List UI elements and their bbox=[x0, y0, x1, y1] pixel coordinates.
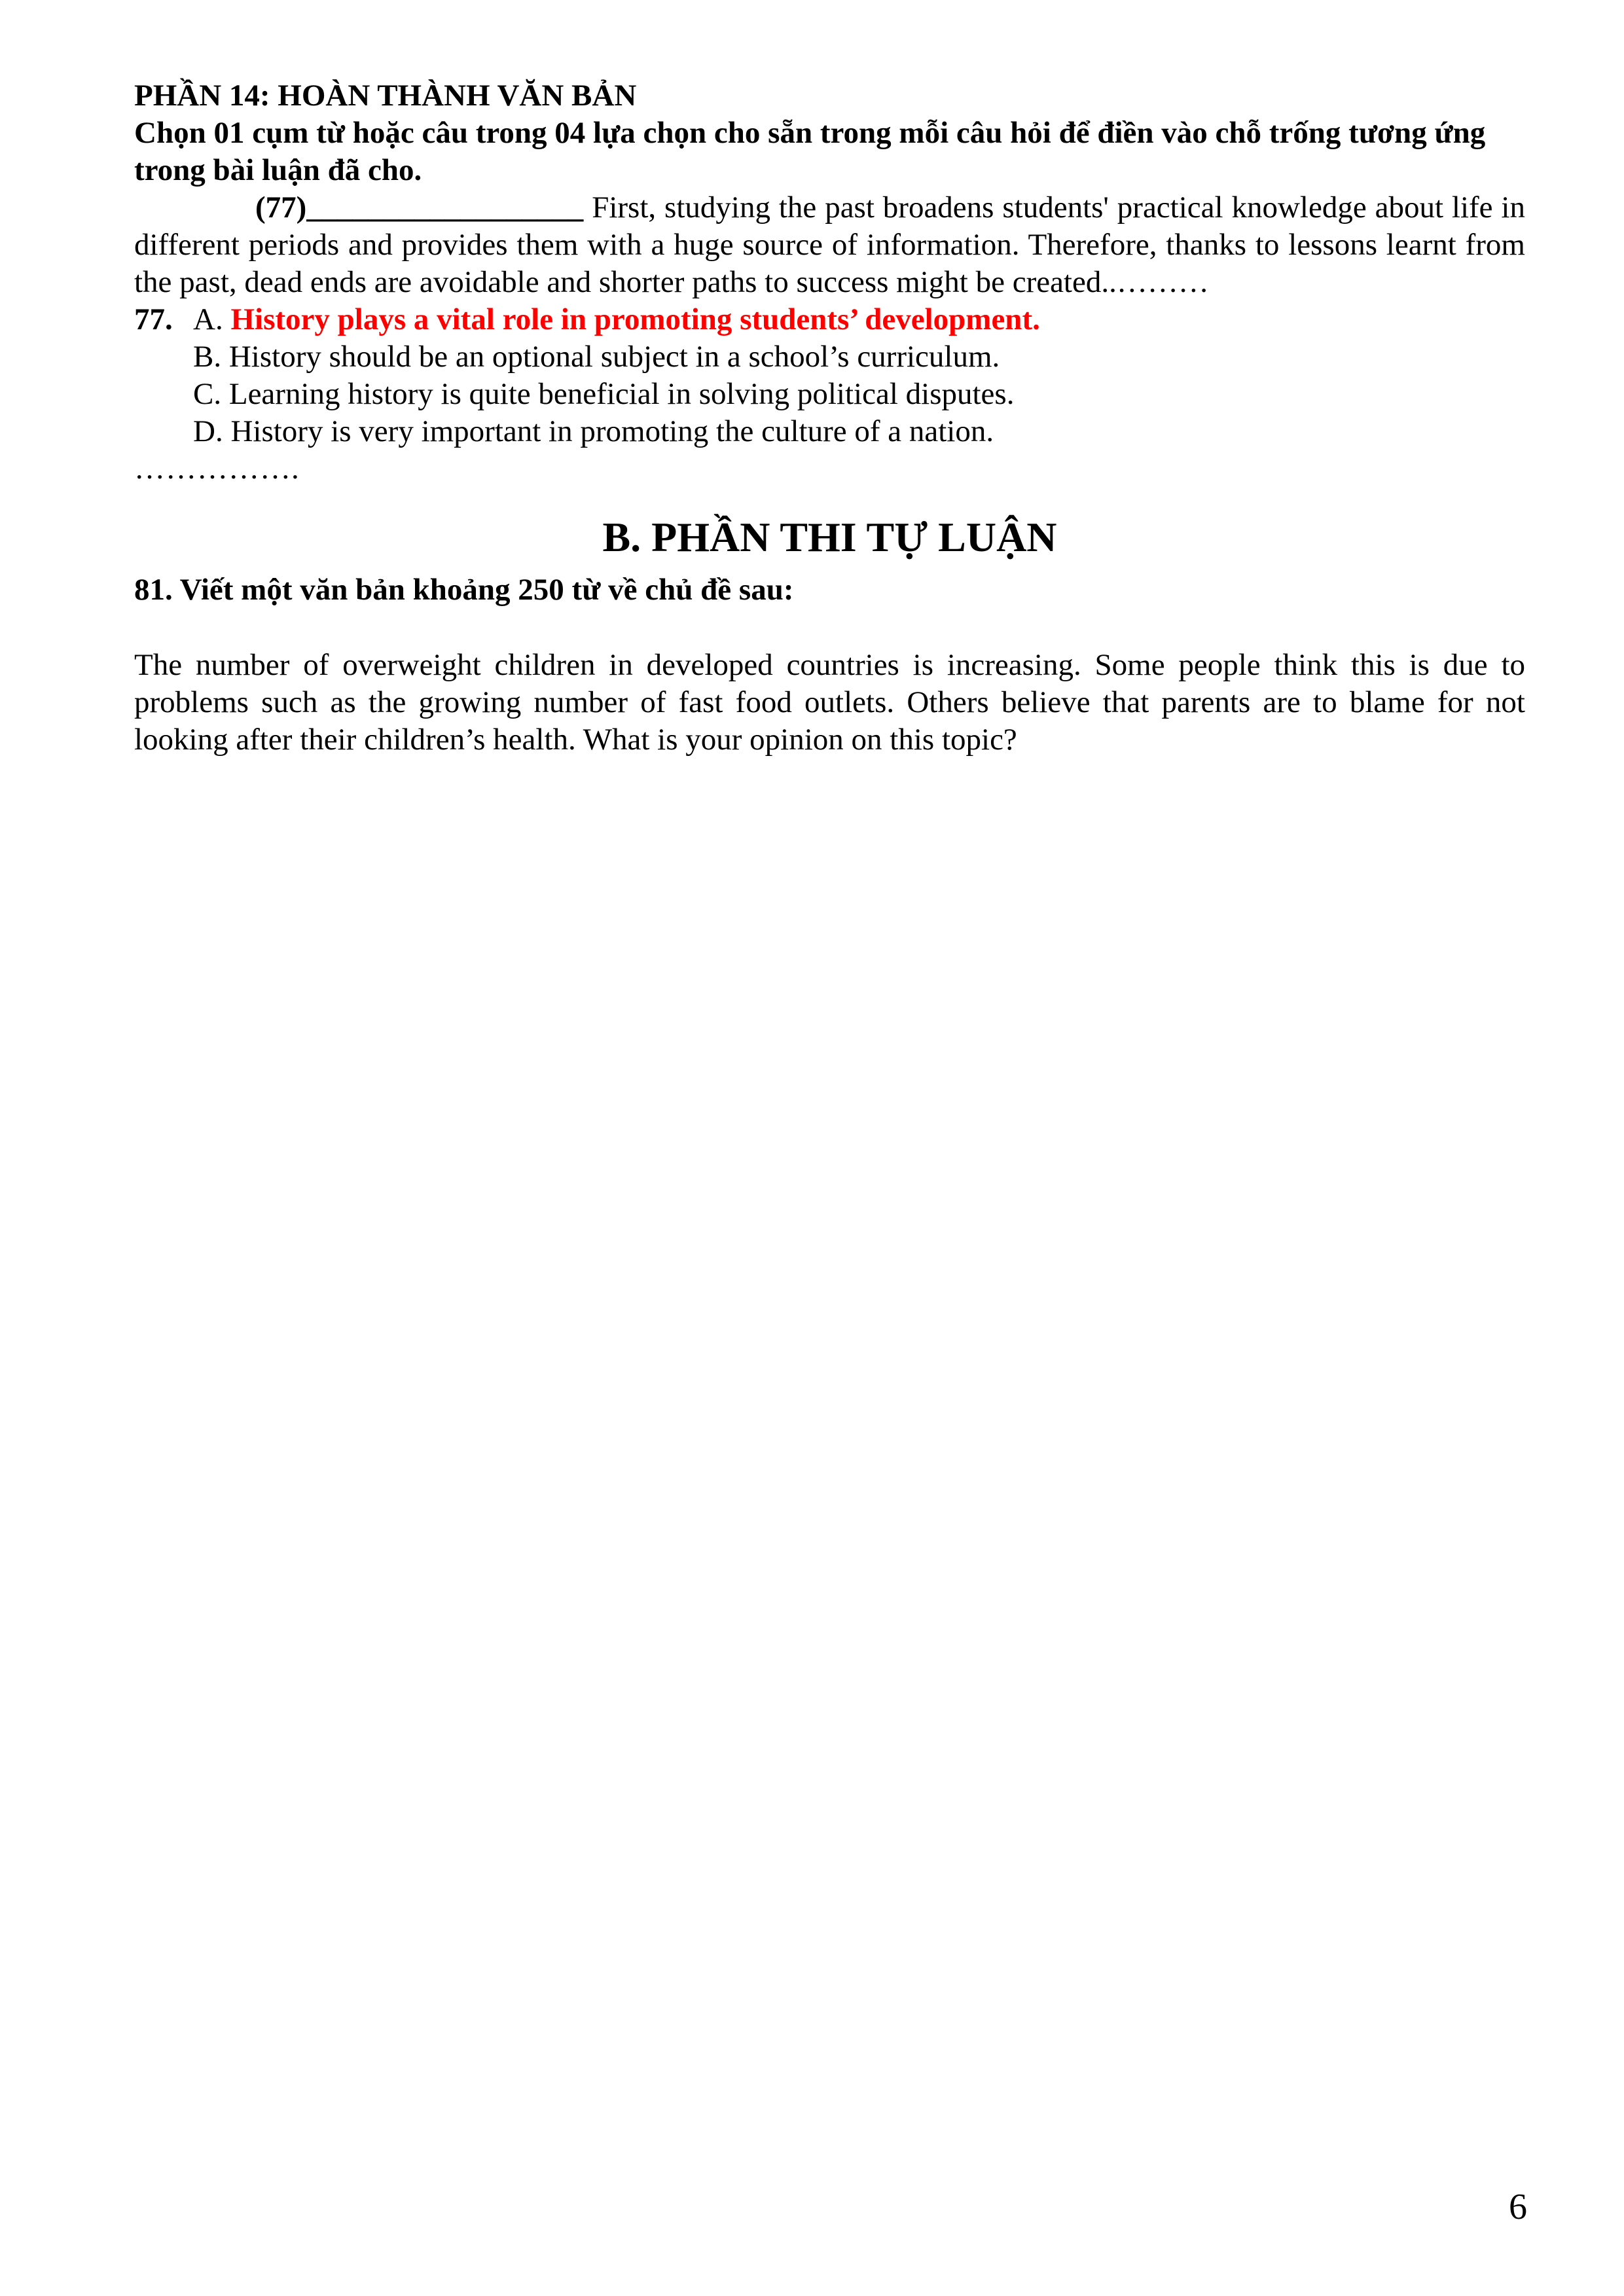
essay-prompt: The number of overweight children in developed countries is increasing. Some people think this is due to problems such as the growing number of fast food outlets. Others believe that parents are to blame for not looking after their children’s health. What is your opinion on this topic? bbox=[134, 648, 1525, 757]
section-b-title: B. PHẦN THI TỰ LUẬN bbox=[602, 514, 1057, 560]
option-text: History should be an optional subject in a school’s curriculum. bbox=[228, 340, 1000, 374]
option-letter: B. bbox=[193, 340, 229, 374]
blank-77: (77)__________________ bbox=[255, 190, 584, 224]
option-letter: C. bbox=[193, 377, 229, 411]
passage-text: First, studying the past broadens students' practical knowledge about life in different periods and provides them with a huge source of information. Therefore, thanks to lessons learnt from the past, dead ends are avoidable and shorter paths to success might be created..……… bbox=[134, 190, 1525, 299]
document-page bbox=[134, 77, 1525, 759]
section-14-title: PHẦN 14: HOÀN THÀNH VĂN BẢN bbox=[134, 79, 637, 113]
ellipsis: ……………. bbox=[134, 452, 300, 486]
question-77-option-b bbox=[134, 338, 1525, 376]
correct-answer-text: History plays a vital role in promoting students’ development. bbox=[230, 302, 1040, 336]
question-81-label: 81. Viết một văn bản khoảng 250 từ về chủ đề sau: bbox=[134, 573, 794, 607]
question-77-option-c bbox=[134, 376, 1525, 413]
question-77-option-a bbox=[134, 301, 1525, 338]
question-77-option-d bbox=[134, 413, 1525, 450]
option-letter: D. bbox=[193, 414, 231, 448]
page-number: 6 bbox=[1509, 2187, 1527, 2227]
option-text: History is very important in promoting the culture of a nation. bbox=[230, 414, 994, 448]
option-letter: A. bbox=[193, 302, 231, 336]
question-number: 77. bbox=[134, 302, 173, 336]
section-14-instruction: Chọn 01 cụm từ hoặc câu trong 04 lựa chọn cho sẵn trong mỗi câu hỏi để điền vào chỗ trống tương ứng trong bài luận đã cho. bbox=[134, 116, 1486, 187]
option-text: Learning history is quite beneficial in solving political disputes. bbox=[228, 377, 1015, 411]
passage-paragraph bbox=[134, 189, 1525, 301]
